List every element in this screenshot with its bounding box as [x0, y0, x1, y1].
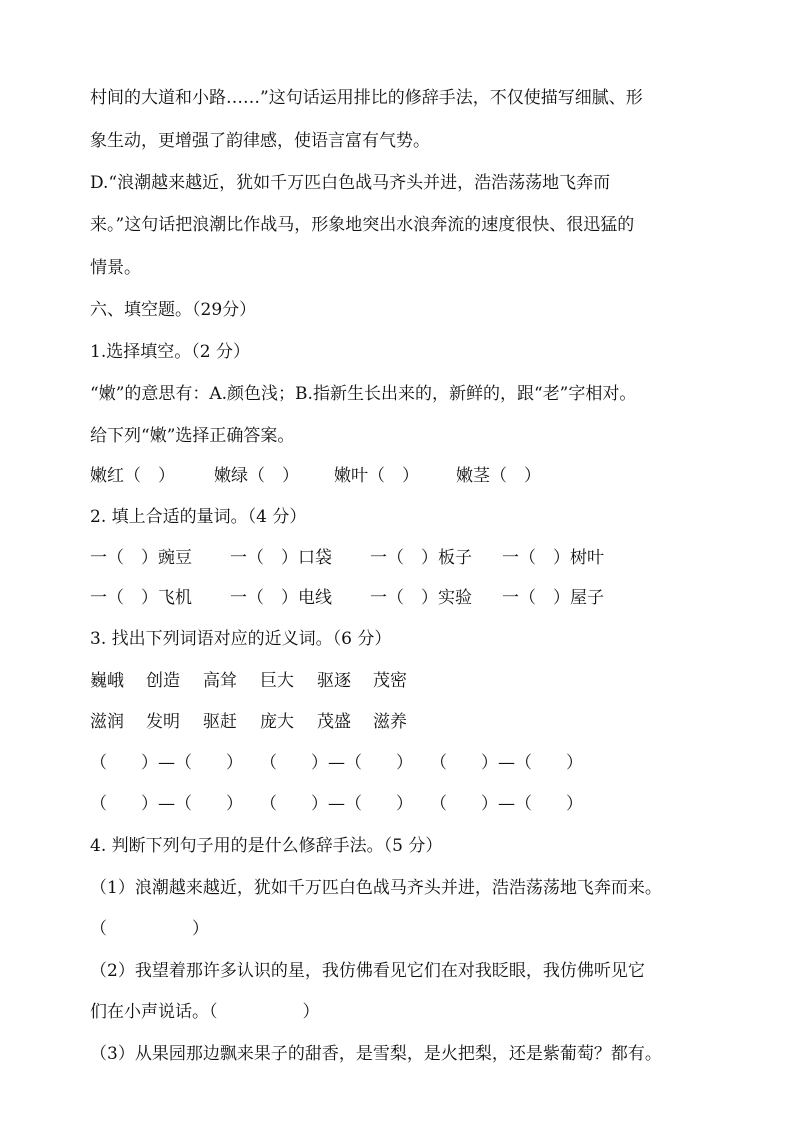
synonym-pair-blank[interactable]: （ ）—（ ） [260, 753, 413, 773]
synonym-pair-blank[interactable]: （ ）—（ ） [260, 794, 413, 814]
nen-item[interactable]: 嫩茎（ ） [456, 466, 541, 486]
rhetoric-sentence-2: （2）我望着那许多认识的星，我仿佛看见它们在对我眨眼，我仿佛听见它 [90, 961, 645, 981]
word: 巨大 [260, 671, 294, 691]
rhetoric-sentence-2-cont[interactable]: 们在小声说话。（ ） [90, 1002, 320, 1022]
text-line: 村间的大道和小路……”这句话运用排比的修辞手法，不仅使描写细腻、形 [90, 88, 643, 108]
synonym-pair-blank[interactable]: （ ）—（ ） [90, 753, 243, 773]
nen-item[interactable]: 嫩绿（ ） [214, 466, 299, 486]
word: 巍峨 [90, 671, 124, 691]
question-1-title: 1.选择填空。（2 分） [90, 342, 250, 362]
measure-item[interactable]: 一（ ）电线 [230, 588, 332, 608]
word: 滋养 [373, 712, 407, 732]
question-3-title: 3. 找出下列词语对应的近义词。（6 分） [90, 629, 392, 649]
rhetoric-sentence-3: （3）从果园那边飘来果子的甜香，是雪梨，是火把梨，还是紫葡萄？都有。 [90, 1044, 662, 1064]
word: 庞大 [260, 712, 294, 732]
text-line: 象生动，更增强了韵律感，使语言富有气势。 [90, 131, 430, 151]
word: 茂密 [373, 671, 407, 691]
measure-item[interactable]: 一（ ）豌豆 [90, 548, 192, 568]
word: 创造 [146, 671, 180, 691]
synonym-pair-blank[interactable]: （ ）—（ ） [430, 753, 583, 773]
text-line: 情景。 [90, 258, 141, 278]
question-2-title: 2. 填上合适的量词。（4 分） [90, 507, 307, 527]
question-4-title: 4. 判断下列句子用的是什么修辞手法。（5 分） [90, 836, 443, 856]
word: 茂盛 [317, 712, 351, 732]
text-line: 来。”这句话把浪潮比作战马，形象地突出水浪奔流的速度很快、很迅猛的 [90, 215, 635, 235]
measure-item[interactable]: 一（ ）实验 [370, 588, 472, 608]
option-d-line: D.“浪潮越来越近，犹如千万匹白色战马齐头并进，浩浩荡荡地飞奔而 [90, 173, 611, 193]
synonym-pair-blank[interactable]: （ ）—（ ） [430, 794, 583, 814]
word: 驱赶 [203, 712, 237, 732]
question-1-definition: “嫩”的意思有：A.颜色浅；B.指新生长出来的，新鲜的，跟“老”字相对。 [90, 384, 637, 404]
word: 发明 [146, 712, 180, 732]
measure-item[interactable]: 一（ ）板子 [370, 548, 472, 568]
measure-item[interactable]: 一（ ）飞机 [90, 588, 192, 608]
question-1-instruction: 给下列“嫩”选择正确答案。 [90, 426, 295, 446]
rhetoric-answer-blank-1[interactable]: （ ） [90, 919, 209, 939]
measure-item[interactable]: 一（ ）树叶 [502, 548, 604, 568]
measure-item[interactable]: 一（ ）口袋 [230, 548, 332, 568]
word: 高耸 [203, 671, 237, 691]
section-heading-fill-in: 六、填空题。（29分） [90, 300, 257, 320]
measure-item[interactable]: 一（ ）屋子 [502, 588, 604, 608]
word: 驱逐 [317, 671, 351, 691]
rhetoric-sentence-1: （1）浪潮越来越近，犹如千万匹白色战马齐头并进，浩浩荡荡地飞奔而来。 [90, 878, 662, 898]
synonym-pair-blank[interactable]: （ ）—（ ） [90, 794, 243, 814]
word: 滋润 [90, 712, 124, 732]
nen-item[interactable]: 嫩红（ ） [90, 466, 175, 486]
nen-item[interactable]: 嫩叶（ ） [334, 466, 419, 486]
